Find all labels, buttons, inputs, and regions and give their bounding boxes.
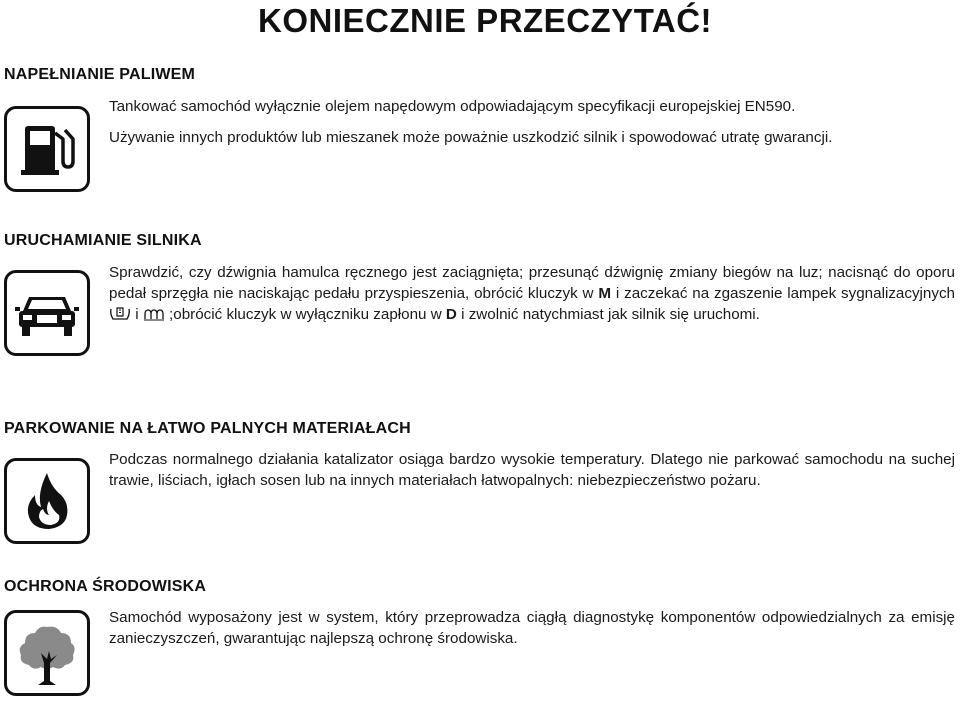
glow-plug-coil-icon xyxy=(143,307,165,328)
fuel-pump-icon xyxy=(7,109,87,189)
engine-start-text-e: i zwolnić natychmiast jak silnik się uruchomi. xyxy=(456,306,760,323)
environment-text xyxy=(109,607,955,649)
tree-icon xyxy=(7,613,87,693)
environment-paragraph: Samochód wyposażony jest w system, który przeprowadza ciągłą diagnostykę komponentów odpowiedzialnych za emisję zanieczyszczeń, gwarantując najlepszą ochronę środowiska. xyxy=(109,609,955,647)
engine-start-paragraph xyxy=(109,262,955,328)
section-title-environment: OCHRONA ŚRODOWISKA xyxy=(4,578,207,595)
section-title-engine-start: URUCHAMIANIE SILNIKA xyxy=(4,232,202,249)
section-title-fuel: NAPEŁNIANIE PALIWEM xyxy=(4,66,196,83)
engine-start-text-d: ;obrócić kluczyk w wyłączniku zapłonu w xyxy=(164,306,446,323)
fuel-text xyxy=(109,96,955,148)
parking-paragraph: Podczas normalnego działania katalizator osiąga bardzo wysokie temperatury. Dlatego nie parkować samochodu na suchej trawie, liściach, igłach sosen lub na innych materiałach łatwopalnych: niebezpieczeństwo pożaru. xyxy=(109,451,955,489)
fuel-text-line-2: Używanie innych produktów lub mieszanek może poważnie uszkodzić silnik i spowodować utratę gwarancji. xyxy=(109,129,833,146)
fuel-icon-box xyxy=(4,106,90,192)
parking-text xyxy=(109,449,955,491)
key-position-m: M xyxy=(598,285,612,302)
engine-start-text xyxy=(109,262,955,328)
engine-start-text-b: i zaczekać na zgaszenie lampek sygnalizacyjnych xyxy=(611,285,955,302)
tree-icon-box xyxy=(4,610,90,696)
engine-start-text-c: i xyxy=(131,306,143,323)
engine-start-text-a: Sprawdzić, czy dźwignia hamulca ręcznego jest zaciągnięta; przesunąć dźwignię zmiany biegów na luz; nacisnąć do oporu pedał sprzęgła nie naciskając pedału przyspieszenia, obrócić kluczyk w xyxy=(109,264,955,302)
fuel-text-line-1: Tankować samochód wyłącznie olejem napędowym odpowiadającym specyfikacji europejskiej EN590. xyxy=(109,98,796,115)
car-front-icon xyxy=(7,273,87,353)
flame-icon xyxy=(7,461,87,541)
flame-icon-box xyxy=(4,458,90,544)
page-title: KONIECZNIE PRZECZYTAĆ! xyxy=(258,2,713,39)
glow-plug-warning-icon xyxy=(109,306,131,328)
section-title-parking: PARKOWANIE NA ŁATWO PALNYCH MATERIAŁACH xyxy=(4,420,411,437)
car-icon-box xyxy=(4,270,90,356)
key-position-d: D xyxy=(445,306,457,323)
